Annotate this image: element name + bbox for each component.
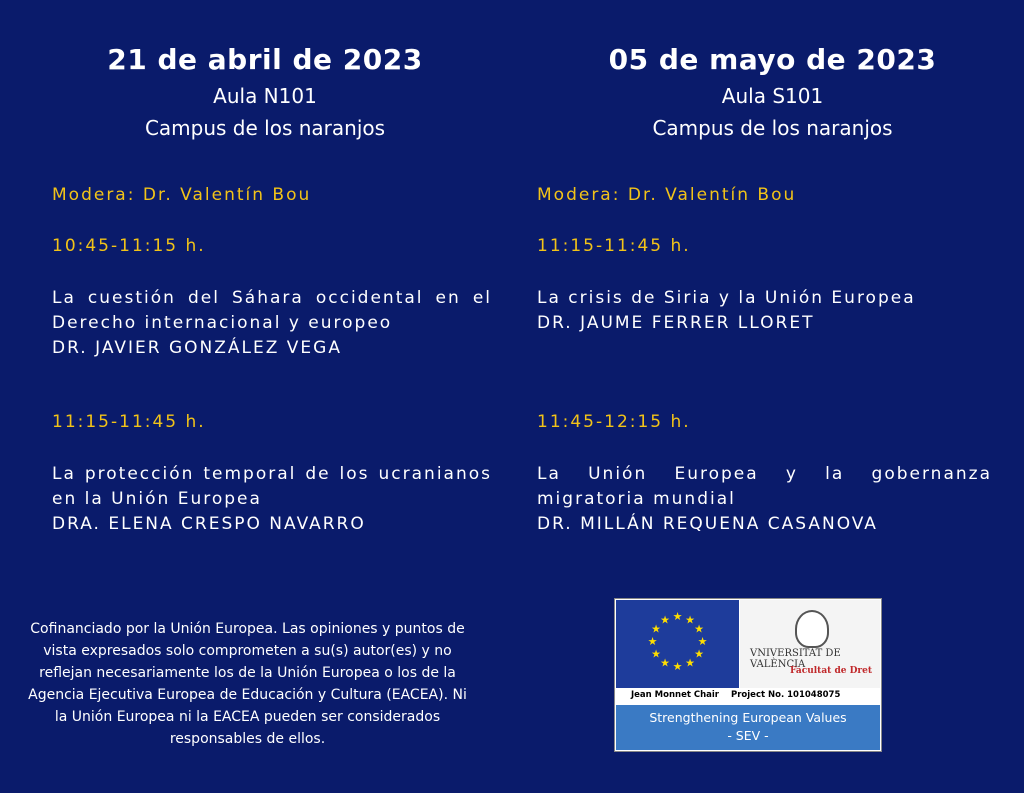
left-moderator: Modera: Dr. Valentín Bou [52, 185, 312, 205]
faculty-name: Facultat de Dret [790, 666, 873, 676]
right-talk-1-speaker: DR. JAUME FERRER LLORET [537, 313, 815, 333]
svg-text:★: ★ [685, 613, 695, 627]
right-talk-2-time: 11:45-12:15 h. [537, 412, 691, 432]
svg-text:★: ★ [647, 635, 658, 648]
svg-text:★: ★ [697, 635, 708, 648]
eu-disclaimer: Cofinanciado por la Unión Europea. Las opiniones y puntos de vista expresados solo comprometen a su(s) autor(es) y no reflejan necesariamente los de la Unión Europea o los de la Agencia Ejecutiva Europea de Educación y Cultura (EACEA). Ni la Unión Europea ni la EACEA pueden ser considerados responsables de ellos. [28, 621, 467, 747]
svg-text:★: ★ [660, 656, 670, 670]
project-logo [614, 598, 882, 752]
right-talk-1-title: La crisis de Siria y la Unión Europea [537, 288, 916, 308]
right-talk-1-time: 11:15-11:45 h. [537, 236, 691, 256]
project-acronym: - SEV - [727, 728, 769, 743]
logo-info-row [616, 689, 880, 703]
right-talk-1 [537, 286, 992, 336]
right-talk-2 [537, 462, 992, 537]
right-talk-2-title: La Unión Europea y la gobernanza migratoria mundial [537, 464, 992, 509]
right-moderator: Modera: Dr. Valentín Bou [537, 185, 797, 205]
svg-text:★: ★ [672, 610, 683, 623]
svg-text:★: ★ [694, 647, 704, 661]
right-campus: Campus de los naranjos [652, 116, 893, 140]
university-seal-icon [795, 610, 829, 648]
eu-flag-icon [616, 600, 739, 688]
left-talk-1 [52, 286, 492, 361]
chair-label: Jean Monnet Chair [631, 690, 719, 700]
left-campus: Campus de los naranjos [144, 116, 386, 140]
svg-text:★: ★ [672, 660, 683, 673]
right-date: 05 de mayo de 2023 [608, 43, 937, 76]
svg-text:★: ★ [651, 622, 661, 636]
project-number: Project No. 101048075 [731, 690, 841, 700]
left-talk-1-speaker: DR. JAVIER GONZÁLEZ VEGA [52, 338, 342, 358]
svg-text:★: ★ [651, 647, 661, 661]
left-talk-2-time: 11:15-11:45 h. [52, 412, 206, 432]
left-talk-2-speaker: DRA. ELENA CRESPO NAVARRO [52, 514, 366, 534]
project-band [616, 705, 880, 750]
left-talk-2 [52, 462, 492, 537]
right-header [550, 40, 995, 144]
right-talk-2-speaker: DR. MILLÁN REQUENA CASANOVA [537, 514, 878, 534]
project-title: Strengthening European Values [649, 710, 847, 725]
svg-text:★: ★ [685, 656, 695, 670]
right-room: Aula S101 [721, 84, 824, 108]
university-logo [740, 600, 880, 688]
left-talk-1-title: La cuestión del Sáhara occidental en el Derecho internacional y europeo [52, 288, 492, 333]
svg-text:★: ★ [660, 613, 670, 627]
svg-text:★: ★ [694, 622, 704, 636]
left-talk-2-title: La protección temporal de los ucranianos en la Unión Europea [52, 464, 492, 509]
left-room: Aula N101 [213, 84, 317, 108]
university-name: VNIVERSITAT DE VALÈNCIA [750, 648, 841, 670]
left-date: 21 de abril de 2023 [107, 43, 423, 76]
left-talk-1-time: 10:45-11:15 h. [52, 236, 206, 256]
left-header [45, 40, 485, 144]
